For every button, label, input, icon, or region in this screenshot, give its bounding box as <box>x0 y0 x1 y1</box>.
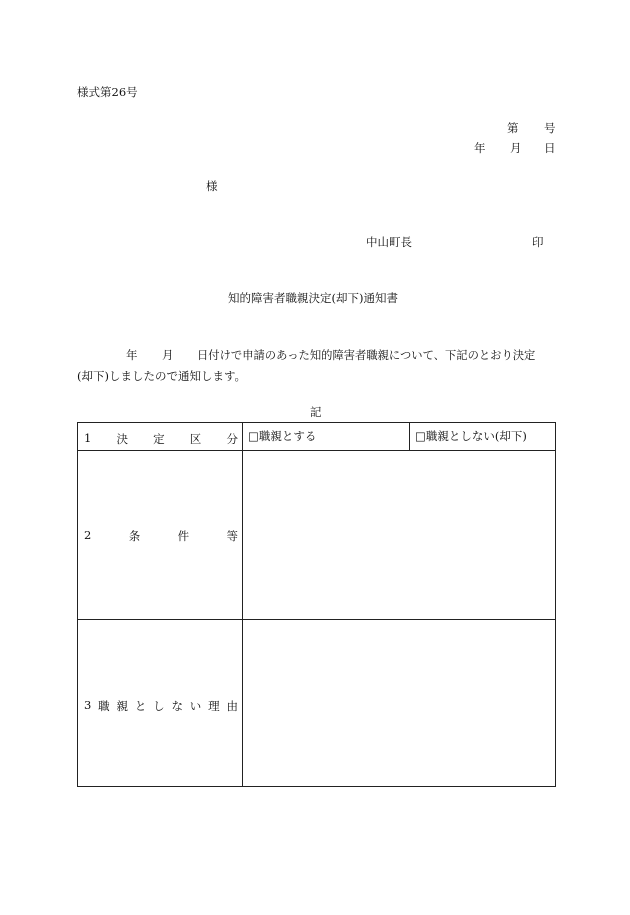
decision-table <box>77 422 556 787</box>
date-day: 日 <box>544 141 556 155</box>
option-approve[interactable]: □職親とする <box>248 429 317 443</box>
form-number: 様式第26号 <box>77 85 138 99</box>
body-year: 年 <box>126 348 138 362</box>
conditions-field[interactable] <box>244 451 555 617</box>
ki-heading: 記 <box>310 405 322 419</box>
body-line2: (却下)しましたので通知します。 <box>77 369 247 383</box>
body-month: 月 <box>162 348 174 362</box>
reason-field[interactable] <box>244 621 555 785</box>
option-reject[interactable]: □職親としない(却下) <box>415 429 527 443</box>
conditions-label: 2 条 件 等 <box>84 528 238 543</box>
decision-label: 1 決 定 区 分 <box>84 431 238 446</box>
issuer-name: 中山町長 <box>366 235 412 249</box>
decision-row <box>78 423 555 451</box>
doc-number-go: 号 <box>544 121 556 135</box>
date-year: 年 <box>474 141 486 155</box>
conditions-row <box>78 450 555 620</box>
reason-row <box>78 620 555 787</box>
doc-number-dai: 第 <box>507 121 519 135</box>
reason-label: 3 職 親 と し な い 理 由 <box>84 698 238 713</box>
column-divider <box>242 423 243 786</box>
addressee-suffix: 様 <box>206 179 218 193</box>
date-month: 月 <box>510 141 522 155</box>
document-title: 知的障害者職親決定(却下)通知書 <box>228 291 398 305</box>
body-line1: 日付けで申請のあった知的障害者職親について、下記のとおり決定 <box>197 349 536 362</box>
seal-mark: 印 <box>532 235 544 249</box>
